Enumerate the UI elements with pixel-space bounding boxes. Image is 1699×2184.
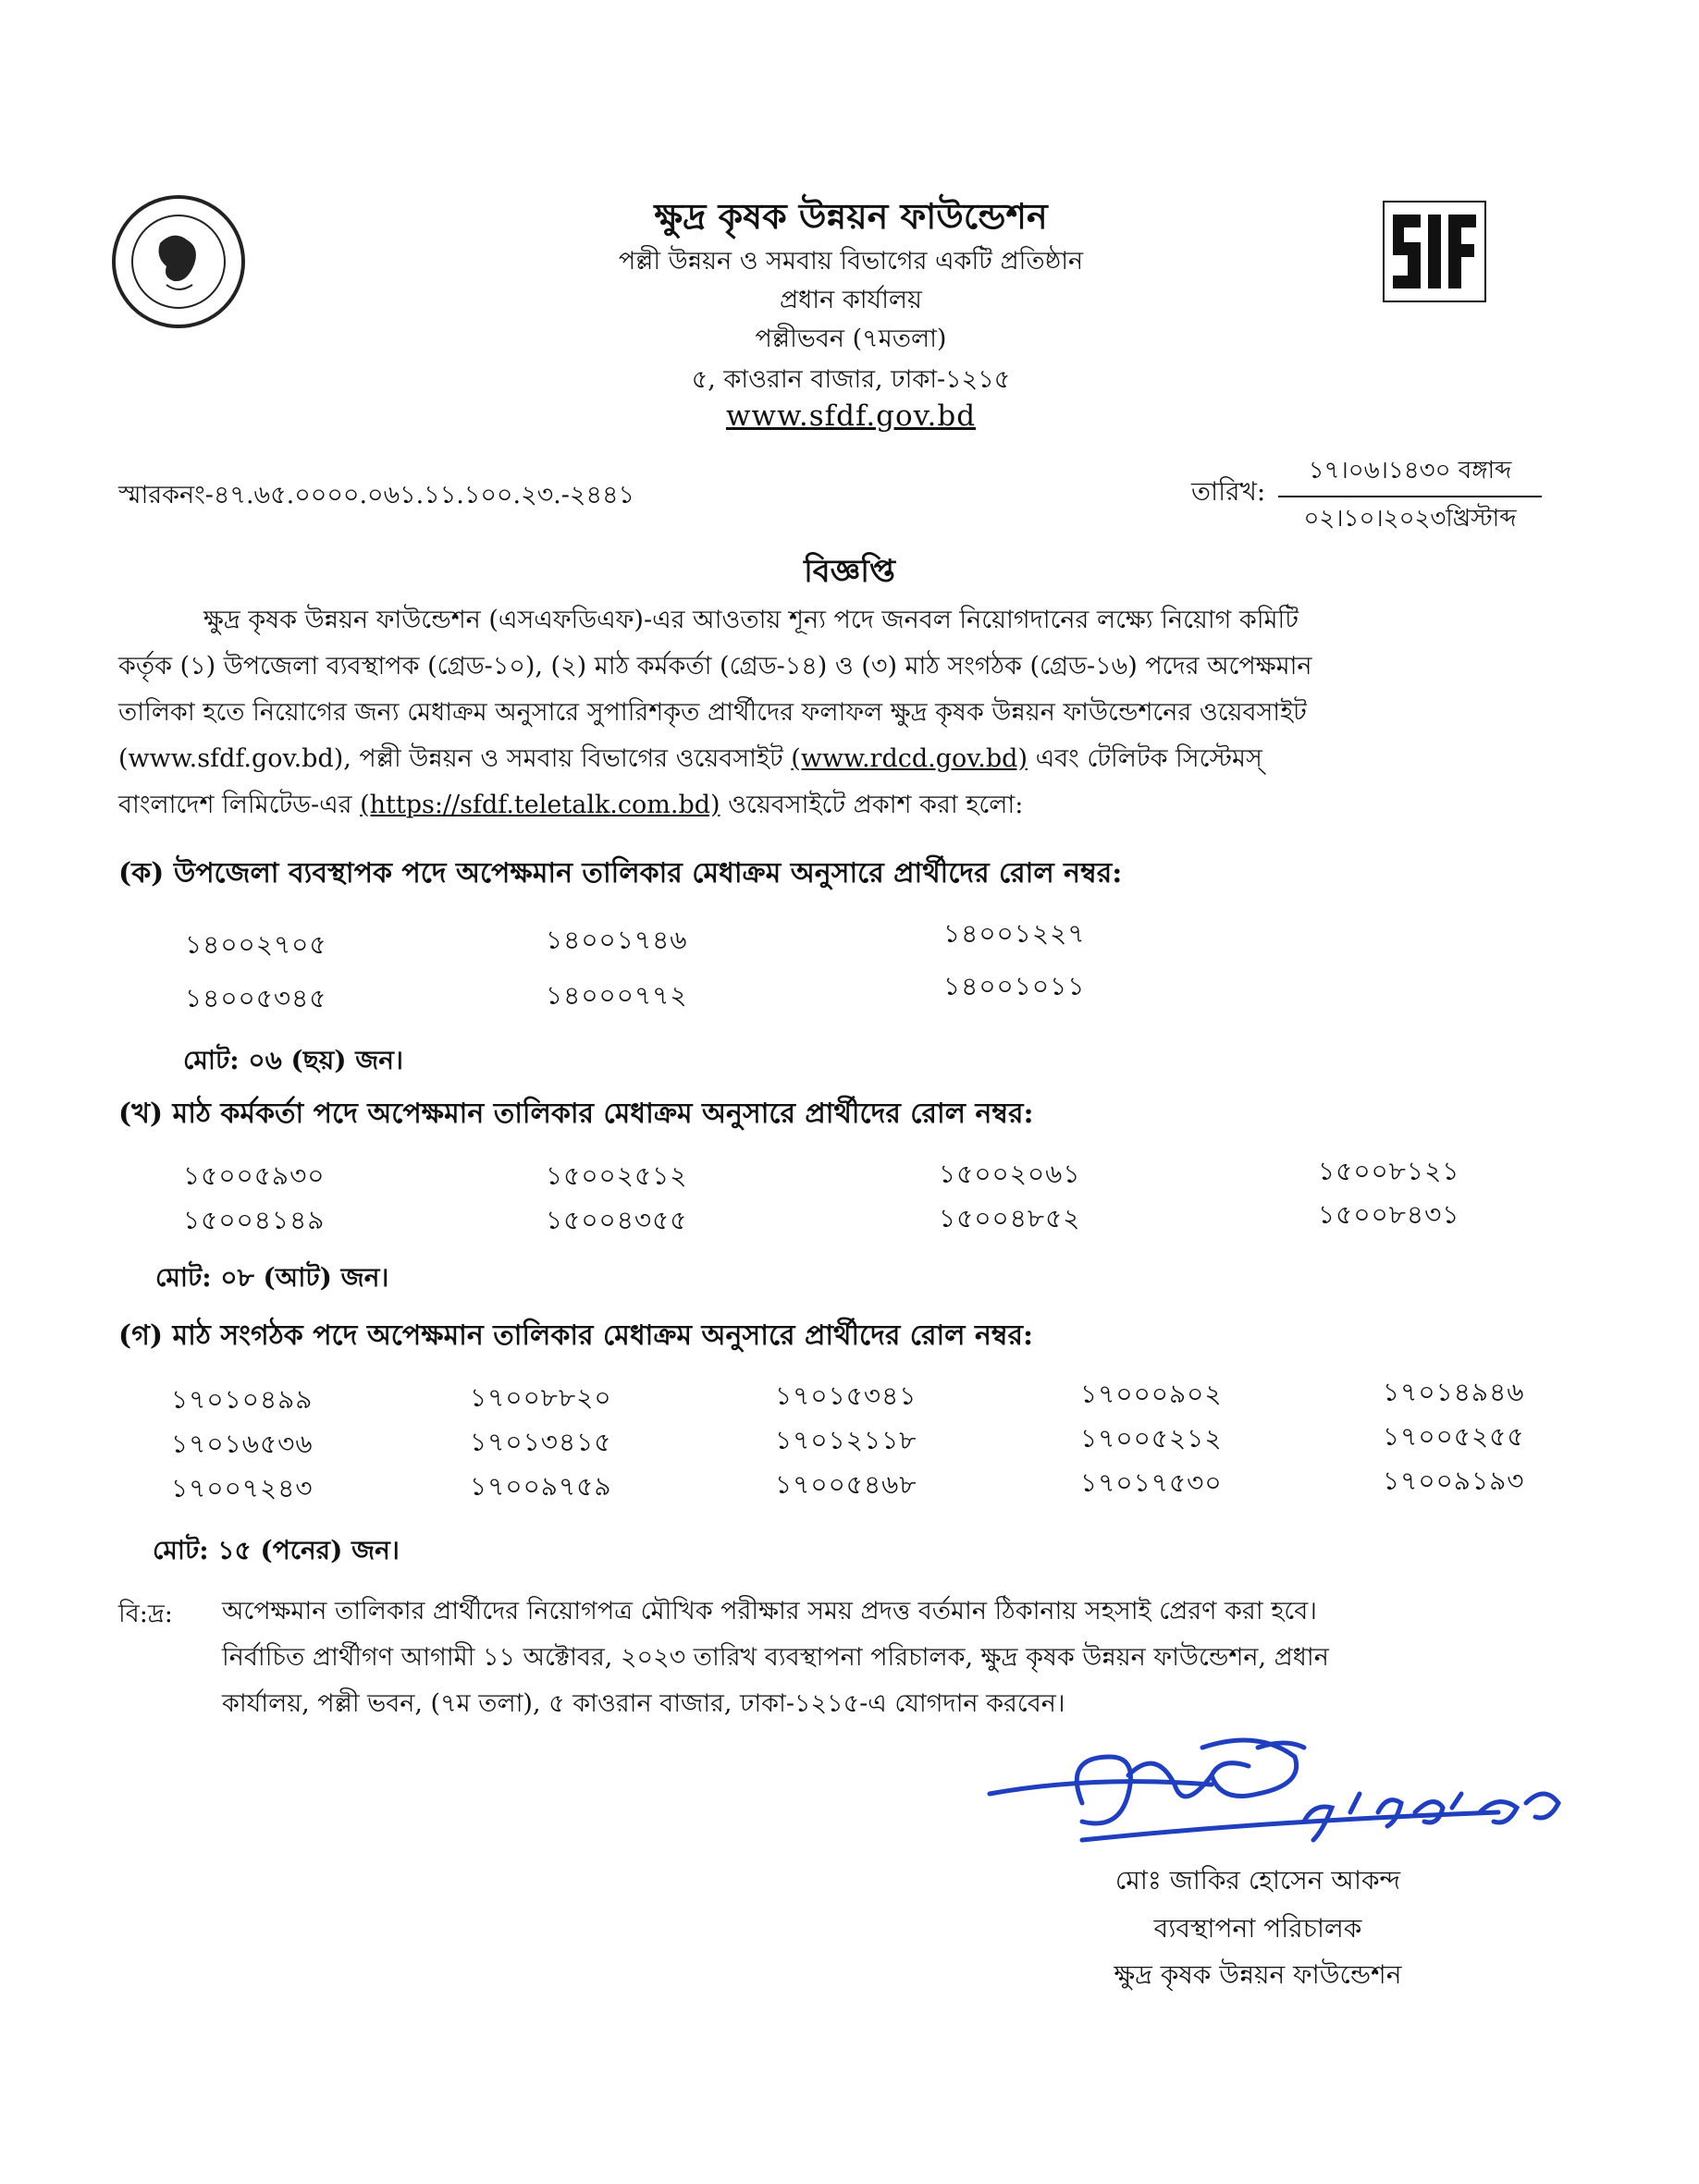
notice-title: বিজ্ঞপ্তি (804, 553, 895, 590)
org-building: পল্লীভবন (৭মতলা) (755, 325, 947, 353)
roll-number: ১৭০০৫২৫৫ (1383, 1421, 1525, 1452)
notice-paragraph-line: ক্ষুদ্র কৃষক উন্নয়ন ফাউন্ডেশন (এসএফডিএফ)-এর আওতায় শূন্য পদে জনবল নিয়োগদানের লক্ষ্যে নিয়োগ কমিটি (203, 606, 1299, 634)
note-line: অপেক্ষমান তালিকার প্রার্থীদের নিয়োগপত্র মৌখিক পরীক্ষার সময় প্রদত্ত বর্তমান ঠিকানায় সহসাই প্রেরণ করা হবে। (222, 1597, 1317, 1626)
sfdf-logo-icon (1380, 196, 1489, 307)
roll-number: ১৫০০৪১৪৯ (183, 1205, 326, 1235)
roll-number: ১৪০০১২২৭ (943, 918, 1086, 949)
roll-number: ১৫০০২০৬১ (939, 1159, 1081, 1189)
roll-number: ১৫০০২৫১২ (546, 1160, 688, 1191)
roll-number: ১৪০০১০১১ (943, 971, 1086, 1001)
roll-number: ১৭০১০৪৯৯ (171, 1384, 314, 1415)
roll-number: ১৪০০৫৩৪৫ (185, 983, 327, 1013)
notice-paragraph-line (118, 740, 1543, 781)
roll-number: ১৭০১২১১৮ (775, 1425, 917, 1455)
roll-number: ১৫০০৮১২১ (1318, 1156, 1460, 1186)
handwritten-signature (980, 1720, 1572, 1877)
roll-number: ১৭০১৫৩৪১ (775, 1380, 917, 1411)
roll-number: ১৭০০৮৮২০ (470, 1382, 612, 1413)
roll-number: ১৭০০৫২১২ (1080, 1423, 1223, 1454)
signatory-name: মোঃ জাকির হোসেন আকন্দ (1114, 1865, 1401, 1896)
date-bangla: ১৭।০৬।১৪৩০ বঙ্গাব্দ (1278, 451, 1542, 497)
section-ga-heading: (গ) মাঠ সংগঠক পদে অপেক্ষমান তালিকার মেধাক্রম অনুসারে প্রার্থীদের রোল নম্বর: (118, 1319, 1034, 1352)
roll-number: ১৫০০৪৮৫২ (939, 1203, 1081, 1233)
roll-number: ১৭০১৬৫৩৬ (171, 1429, 314, 1459)
note-label: বি:দ্র: (118, 1600, 173, 1628)
rdcd-website-link[interactable]: (www.rdcd.gov.bd) (791, 744, 1028, 773)
note-line: নির্বাচিত প্রার্থীগণ আগামী ১১ অক্টোবর, ২০২৩ তারিখ ব্যবস্থাপনা পরিচালক, ক্ষুদ্র কৃষক উন্নয়ন ফাউন্ডেশন, প্রধান (222, 1643, 1329, 1672)
org-subtitle: পল্লী উন্নয়ন ও সমবায় বিভাগের একটি প্রতিষ্ঠান (618, 247, 1084, 276)
roll-number: ১৪০০০৭৭২ (546, 980, 688, 1011)
note-line: কার্যালয়, পল্লী ভবন, (৭ম তলা), ৫ কাওরান বাজার, ঢাকা-১২১৫-এ যোগদান করবেন। (222, 1689, 1065, 1718)
section-ka-total: মোট: ০৬ (ছয়) জন। (183, 1045, 404, 1075)
notice-text: বাংলাদেশ লিমিটেড-এর (118, 791, 352, 819)
roll-number: ১৫০০৮৪৩১ (1318, 1199, 1460, 1230)
notice-text: (www.sfdf.gov.bd), পল্লী উন্নয়ন ও সমবায় বিভাগের ওয়েবসাইট (118, 744, 783, 773)
notice-text: এবং টেলিটক সিস্টেমস্ (1035, 744, 1262, 773)
notice-paragraph-line (118, 786, 1543, 828)
roll-number: ১৭০০৫৪৬৮ (775, 1469, 917, 1500)
roll-number: ১৭০০৭২৪৩ (171, 1473, 314, 1503)
section-kha-heading: (খ) মাঠ কর্মকর্তা পদে অপেক্ষমান তালিকার মেধাক্রম অনুসারে প্রার্থীদের রোল নম্বর: (118, 1098, 1034, 1130)
roll-number: ১৪০০২৭০৫ (185, 929, 327, 960)
date-label: তারিখ: (1191, 476, 1266, 507)
government-seal-icon (109, 192, 248, 331)
notice-text: ওয়েবসাইটে প্রকাশ করা হলো: (728, 791, 1024, 819)
section-kha-total: মোট: ০৮ (আট) জন। (155, 1262, 389, 1293)
teletalk-website-link[interactable]: (https://sfdf.teletalk.com.bd) (360, 791, 720, 819)
roll-number: ১৭০০৯১৯৩ (1383, 1466, 1525, 1496)
roll-number: ১৭০০০৯০২ (1080, 1379, 1223, 1409)
roll-number: ১৭০১৭৫৩০ (1080, 1467, 1223, 1498)
signatory-title: ব্যবস্থাপনা পরিচালক (1153, 1913, 1362, 1944)
notice-paragraph-line: কর্তৃক (১) উপজেলা ব্যবস্থাপক (গ্রেড-১০), (২) মাঠ কর্মকর্তা (গ্রেড-১৪) ও (৩) মাঠ সংগঠক (গ্রেড-১৬) পদের অপেক্ষমান (118, 652, 1312, 681)
roll-number: ১৭০১৩৪১৫ (470, 1427, 612, 1457)
section-ga-total: মোট: ১৫ (পনের) জন। (153, 1535, 400, 1565)
roll-number: ১৭০১৪৯৪৬ (1383, 1377, 1525, 1407)
memo-reference: স্মারকনং-৪৭.৬৫.০০০০.০৬১.১১.১০০.২৩.-২৪৪১ (118, 481, 635, 509)
roll-number: ১৭০০৯৭৫৯ (470, 1471, 612, 1502)
org-website-link[interactable]: www.sfdf.gov.bd (725, 399, 977, 433)
org-address: ৫, কাওরান বাজার, ঢাকা-১২১৫ (691, 365, 1011, 394)
section-ka-heading: (ক) উপজেলা ব্যবস্থাপক পদে অপেক্ষমান তালিকার মেধাক্রম অনুসারে প্রার্থীদের রোল নম্বর: (118, 857, 1123, 890)
roll-number: ১৫০০৫৯৩০ (183, 1160, 326, 1191)
org-name: ক্ষুদ্র কৃষক উন্নয়ন ফাউন্ডেশন (654, 195, 1048, 237)
roll-number: ১৪০০১৭৪৬ (546, 925, 688, 955)
notice-paragraph-line: তালিকা হতে নিয়োগের জন্য মেধাক্রম অনুসারে সুপারিশকৃত প্রার্থীদের ফলাফল ক্ষুদ্র কৃষক উন্নয়ন ফাউন্ডেশনের ওয়েবসাইট (118, 698, 1307, 727)
roll-number: ১৫০০৪৩৫৫ (546, 1205, 688, 1235)
org-office: প্রধান কার্যালয় (780, 286, 922, 314)
signatory-org: ক্ষুদ্র কৃষক উন্নয়ন ফাউন্ডেশন (1114, 1959, 1402, 1990)
date-gregorian: ০২।১০।২০২৩খ্রিস্টাব্দ (1303, 505, 1517, 533)
